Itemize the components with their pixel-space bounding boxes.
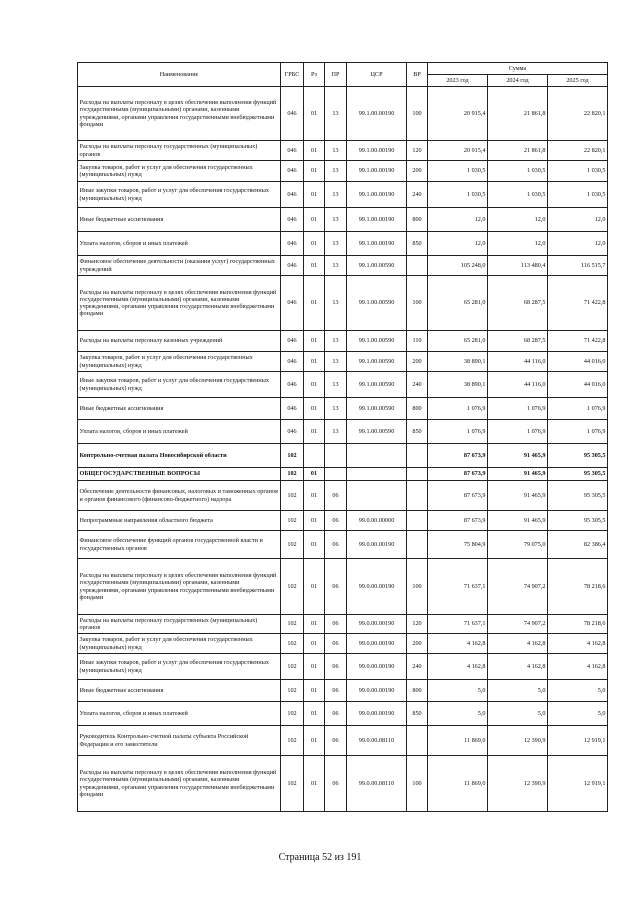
row-amount-2024: 1 030,5 [488,182,548,208]
row-csr: 99.0.00.00190 [347,559,407,615]
row-vr: 850 [407,702,428,726]
row-name: Закупка товаров, работ и услуг для обеспечения государственных (муниципальных) нужд [78,352,281,372]
row-amount-2025: 1 030,5 [548,161,608,182]
row-amount-2023: 38 890,1 [428,352,488,372]
row-rz: 01 [304,420,325,444]
row-pr [325,468,347,481]
row-amount-2024: 4 162,8 [488,654,548,680]
row-amount-2024: 21 861,8 [488,141,548,161]
row-csr: 99.0.00.00190 [347,634,407,654]
row-rz: 01 [304,141,325,161]
row-pr: 13 [325,182,347,208]
row-amount-2023: 12,0 [428,232,488,256]
row-csr: 99.1.00.00190 [347,232,407,256]
row-grbs: 102 [281,615,304,634]
row-csr: 99.0.00.00190 [347,654,407,680]
row-csr [347,481,407,511]
row-pr: 06 [325,680,347,702]
row-pr: 06 [325,481,347,511]
row-amount-2023: 5,0 [428,702,488,726]
row-grbs: 102 [281,511,304,531]
row-vr: 100 [407,756,428,812]
row-pr: 13 [325,141,347,161]
row-amount-2024: 12 390,9 [488,726,548,756]
row-grbs: 046 [281,256,304,276]
row-amount-2025: 71 422,8 [548,276,608,331]
row-pr: 13 [325,161,347,182]
table-row [78,680,608,702]
row-amount-2024: 91 465,9 [488,468,548,481]
row-name: Расходы на выплаты персоналу казенных учреждений [78,331,281,352]
row-pr: 06 [325,559,347,615]
row-name: ОБЩЕГОСУДАРСТВЕННЫЕ ВОПРОСЫ [78,468,281,481]
row-pr: 13 [325,352,347,372]
row-grbs: 102 [281,654,304,680]
row-amount-2025: 95 305,5 [548,444,608,468]
row-rz: 01 [304,634,325,654]
row-rz: 01 [304,680,325,702]
row-amount-2023: 65 281,0 [428,276,488,331]
table-row [78,634,608,654]
row-amount-2024: 91 465,9 [488,511,548,531]
col-header-grbs: ГРБС [281,63,304,87]
row-name: Уплата налогов, сборов и иных платежей [78,232,281,256]
row-vr: 200 [407,352,428,372]
table-row [78,398,608,420]
row-pr: 06 [325,634,347,654]
row-amount-2024: 44 116,0 [488,372,548,398]
row-amount-2025: 1 076,9 [548,420,608,444]
row-csr: 99.0.00.00000 [347,511,407,531]
table-row [78,352,608,372]
row-pr: 13 [325,232,347,256]
row-amount-2023: 1 030,5 [428,161,488,182]
row-grbs: 046 [281,352,304,372]
row-grbs: 102 [281,531,304,559]
table-body [78,87,608,812]
row-name: Уплата налогов, сборов и иных платежей [78,702,281,726]
row-rz: 01 [304,398,325,420]
row-amount-2025: 12 919,1 [548,756,608,812]
row-grbs: 046 [281,372,304,398]
row-grbs: 046 [281,182,304,208]
row-csr: 99.1.00.00190 [347,182,407,208]
row-amount-2025: 71 422,8 [548,331,608,352]
row-amount-2024: 74 907,2 [488,559,548,615]
row-vr [407,468,428,481]
row-amount-2023: 87 673,9 [428,481,488,511]
row-grbs: 046 [281,87,304,141]
row-amount-2023: 20 915,4 [428,141,488,161]
row-pr: 13 [325,256,347,276]
row-grbs: 046 [281,331,304,352]
row-grbs: 102 [281,756,304,812]
table-row [78,444,608,468]
table-row [78,531,608,559]
row-grbs: 102 [281,444,304,468]
row-name: Расходы на выплаты персоналу в целях обеспечения выполнения функций государственными (муниципальными) органами, казенными учреждениями, органами управления государственными внебюджетными фондами [78,87,281,141]
row-vr: 850 [407,420,428,444]
row-rz: 01 [304,726,325,756]
table-row [78,702,608,726]
row-rz: 01 [304,531,325,559]
table-row [78,420,608,444]
col-header-rz: Рз [304,63,325,87]
row-vr: 850 [407,232,428,256]
row-amount-2024: 5,0 [488,702,548,726]
row-amount-2024: 4 162,8 [488,634,548,654]
row-csr: 99.0.00.00190 [347,531,407,559]
row-rz: 01 [304,232,325,256]
row-amount-2025: 78 218,6 [548,615,608,634]
row-name: Иные закупки товаров, работ и услуг для обеспечения государственных (муниципальных) нужд [78,654,281,680]
row-pr: 13 [325,420,347,444]
table-row [78,481,608,511]
row-amount-2024: 44 116,0 [488,352,548,372]
row-amount-2023: 4 162,8 [428,654,488,680]
row-amount-2024: 21 861,8 [488,87,548,141]
row-rz: 01 [304,372,325,398]
row-csr: 99.1.00.00590 [347,398,407,420]
table-row [78,559,608,615]
row-amount-2023: 71 637,1 [428,615,488,634]
row-vr [407,481,428,511]
row-amount-2023: 20 915,4 [428,87,488,141]
row-pr: 06 [325,531,347,559]
page-number: Страница 52 из 191 [278,852,362,863]
row-amount-2023: 87 673,9 [428,444,488,468]
row-grbs: 102 [281,726,304,756]
table-row [78,141,608,161]
row-vr [407,531,428,559]
row-amount-2023: 5,0 [428,680,488,702]
row-amount-2025: 95 305,5 [548,481,608,511]
col-header-name: Наименование [78,63,281,87]
row-grbs: 102 [281,559,304,615]
row-rz: 01 [304,331,325,352]
row-name: Контрольно-счетная палата Новосибирской области [78,444,281,468]
row-rz: 01 [304,208,325,232]
row-amount-2023: 4 162,8 [428,634,488,654]
row-csr: 99.1.00.00590 [347,331,407,352]
row-amount-2023: 71 637,1 [428,559,488,615]
row-amount-2024: 74 907,2 [488,615,548,634]
table-row [78,726,608,756]
row-rz: 01 [304,511,325,531]
row-name: Расходы на выплаты персоналу в целях обеспечения выполнения функций государственными (муниципальными) органами, казенными учреждениями, органами управления государственными внебюджетными фондами [78,559,281,615]
row-csr: 99.1.00.00590 [347,372,407,398]
col-header-pr: ПР [325,63,347,87]
row-vr: 800 [407,208,428,232]
row-amount-2024: 68 287,5 [488,331,548,352]
col-header-vr: ВР [407,63,428,87]
row-name: Расходы на выплаты персоналу в целях обеспечения выполнения функций государственными (муниципальными) органами, казенными учреждениями, органами управления государственными внебюджетными фондами [78,756,281,812]
row-amount-2023: 1 076,9 [428,398,488,420]
row-vr [407,256,428,276]
row-rz: 01 [304,182,325,208]
table-row [78,468,608,481]
col-header-2025: 2025 год [548,75,608,87]
row-amount-2024: 5,0 [488,680,548,702]
row-vr: 200 [407,161,428,182]
row-pr: 06 [325,615,347,634]
row-rz: 01 [304,468,325,481]
row-amount-2023: 11 869,0 [428,756,488,812]
col-header-2023: 2023 год [428,75,488,87]
row-amount-2024: 91 465,9 [488,444,548,468]
table-row [78,276,608,331]
row-grbs: 046 [281,141,304,161]
row-amount-2024: 12,0 [488,208,548,232]
row-name: Иные закупки товаров, работ и услуг для обеспечения государственных (муниципальных) нужд [78,372,281,398]
row-vr: 800 [407,398,428,420]
row-amount-2025: 95 305,5 [548,468,608,481]
row-grbs: 046 [281,161,304,182]
row-grbs: 046 [281,208,304,232]
row-pr: 06 [325,726,347,756]
row-amount-2023: 87 673,9 [428,511,488,531]
row-amount-2025: 5,0 [548,702,608,726]
row-grbs: 046 [281,420,304,444]
row-pr: 13 [325,208,347,232]
row-amount-2025: 44 016,0 [548,352,608,372]
row-amount-2023: 12,0 [428,208,488,232]
row-amount-2025: 44 016,0 [548,372,608,398]
table-row [78,256,608,276]
table-row [78,182,608,208]
row-name: Уплата налогов, сборов и иных платежей [78,420,281,444]
row-amount-2025: 1 076,9 [548,398,608,420]
row-vr: 240 [407,182,428,208]
row-name: Закупка товаров, работ и услуг для обеспечения государственных (муниципальных) нужд [78,634,281,654]
row-pr: 13 [325,331,347,352]
row-amount-2025: 22 820,1 [548,141,608,161]
row-csr: 99.1.00.00590 [347,256,407,276]
row-csr: 99.0.00.08110 [347,726,407,756]
row-amount-2024: 1 076,9 [488,420,548,444]
row-csr: 99.0.00.00190 [347,680,407,702]
table-row [78,161,608,182]
row-pr: 13 [325,372,347,398]
table-row [78,654,608,680]
row-rz: 01 [304,256,325,276]
row-name: Расходы на выплаты персоналу государственных (муниципальных) органов [78,615,281,634]
row-csr [347,444,407,468]
row-rz: 01 [304,559,325,615]
row-grbs: 102 [281,680,304,702]
row-vr: 120 [407,141,428,161]
table-row [78,208,608,232]
row-rz [304,444,325,468]
row-amount-2023: 65 281,0 [428,331,488,352]
row-vr [407,444,428,468]
row-pr: 06 [325,702,347,726]
row-amount-2023: 1 076,9 [428,420,488,444]
row-amount-2025: 12,0 [548,232,608,256]
row-vr: 200 [407,634,428,654]
row-csr: 99.1.00.00190 [347,208,407,232]
row-csr: 99.1.00.00190 [347,87,407,141]
row-amount-2024: 113 480,4 [488,256,548,276]
row-vr: 800 [407,680,428,702]
row-grbs: 102 [281,634,304,654]
table-row [78,232,608,256]
row-vr: 100 [407,276,428,331]
row-pr [325,444,347,468]
row-grbs: 102 [281,702,304,726]
row-name: Расходы на выплаты персоналу в целях обеспечения выполнения функций государственными (муниципальными) органами, казенными учреждениями, органами управления государственными внебюджетными фондами [78,276,281,331]
row-amount-2025: 5,0 [548,680,608,702]
row-amount-2025: 95 305,5 [548,511,608,531]
table-row [78,615,608,634]
row-rz: 01 [304,87,325,141]
row-amount-2025: 1 030,5 [548,182,608,208]
table-row [78,372,608,398]
row-rz: 01 [304,654,325,680]
row-name: Финансовое обеспечение деятельности (оказания услуг) государственных учреждений [78,256,281,276]
row-amount-2024: 79 075,0 [488,531,548,559]
row-vr [407,511,428,531]
row-vr: 240 [407,372,428,398]
row-csr: 99.0.00.00190 [347,702,407,726]
row-pr: 06 [325,511,347,531]
row-amount-2024: 1 076,9 [488,398,548,420]
row-grbs: 102 [281,481,304,511]
row-amount-2025: 78 218,6 [548,559,608,615]
row-vr: 100 [407,87,428,141]
row-amount-2025: 22 820,1 [548,87,608,141]
table-row [78,756,608,812]
row-amount-2025: 12,0 [548,208,608,232]
budget-table [77,62,608,812]
row-rz: 01 [304,702,325,726]
col-header-2024: 2024 год [488,75,548,87]
row-rz: 01 [304,352,325,372]
row-name: Финансовое обеспечение функций органов государственной власти и государственных органов [78,531,281,559]
table-row [78,511,608,531]
row-name: Расходы на выплаты персоналу государственных (муниципальных) органов [78,141,281,161]
row-name: Непрограммные направления областного бюджета [78,511,281,531]
row-rz: 01 [304,161,325,182]
row-csr: 99.0.00.08110 [347,756,407,812]
row-pr: 13 [325,276,347,331]
row-csr: 99.1.00.00590 [347,420,407,444]
table-row [78,331,608,352]
row-csr: 99.1.00.00590 [347,276,407,331]
row-amount-2023: 75 804,9 [428,531,488,559]
row-name: Руководитель Контрольно-счетной палаты субъекта Российской Федерации и его заместители [78,726,281,756]
row-amount-2023: 1 030,5 [428,182,488,208]
row-name: Иные бюджетные ассигнования [78,680,281,702]
row-rz: 01 [304,756,325,812]
row-amount-2023: 105 248,0 [428,256,488,276]
row-vr: 100 [407,559,428,615]
row-rz: 01 [304,615,325,634]
row-grbs: 102 [281,468,304,481]
row-amount-2023: 11 869,0 [428,726,488,756]
row-csr: 99.1.00.00190 [347,141,407,161]
row-pr: 13 [325,398,347,420]
row-vr: 240 [407,654,428,680]
row-csr: 99.1.00.00590 [347,352,407,372]
row-rz: 01 [304,276,325,331]
row-vr: 110 [407,331,428,352]
col-header-sum: Сумма [428,63,608,75]
row-name: Закупка товаров, работ и услуг для обеспечения государственных (муниципальных) нужд [78,161,281,182]
row-vr [407,726,428,756]
row-amount-2023: 87 673,9 [428,468,488,481]
row-amount-2025: 4 162,8 [548,654,608,680]
row-vr: 120 [407,615,428,634]
row-grbs: 046 [281,232,304,256]
row-amount-2024: 12 390,9 [488,756,548,812]
row-csr [347,468,407,481]
row-name: Иные бюджетные ассигнования [78,208,281,232]
row-grbs: 046 [281,276,304,331]
row-csr: 99.0.00.00190 [347,615,407,634]
row-amount-2024: 12,0 [488,232,548,256]
row-amount-2024: 91 465,9 [488,481,548,511]
row-pr: 06 [325,654,347,680]
row-amount-2023: 38 890,1 [428,372,488,398]
row-name: Обеспечение деятельности финансовых, налоговых и таможенных органов и органов финансового (финансово-бюджетного) надзора [78,481,281,511]
row-amount-2025: 116 515,7 [548,256,608,276]
row-grbs: 046 [281,398,304,420]
row-amount-2024: 1 030,5 [488,161,548,182]
row-name: Иные бюджетные ассигнования [78,398,281,420]
row-name: Иные закупки товаров, работ и услуг для обеспечения государственных (муниципальных) нужд [78,182,281,208]
row-amount-2025: 4 162,8 [548,634,608,654]
col-header-csr: ЦСР [347,63,407,87]
row-pr: 13 [325,87,347,141]
row-pr: 06 [325,756,347,812]
row-amount-2024: 68 287,5 [488,276,548,331]
row-amount-2025: 82 386,4 [548,531,608,559]
table-row [78,87,608,141]
row-csr: 99.1.00.00190 [347,161,407,182]
row-rz: 01 [304,481,325,511]
row-amount-2025: 12 919,1 [548,726,608,756]
